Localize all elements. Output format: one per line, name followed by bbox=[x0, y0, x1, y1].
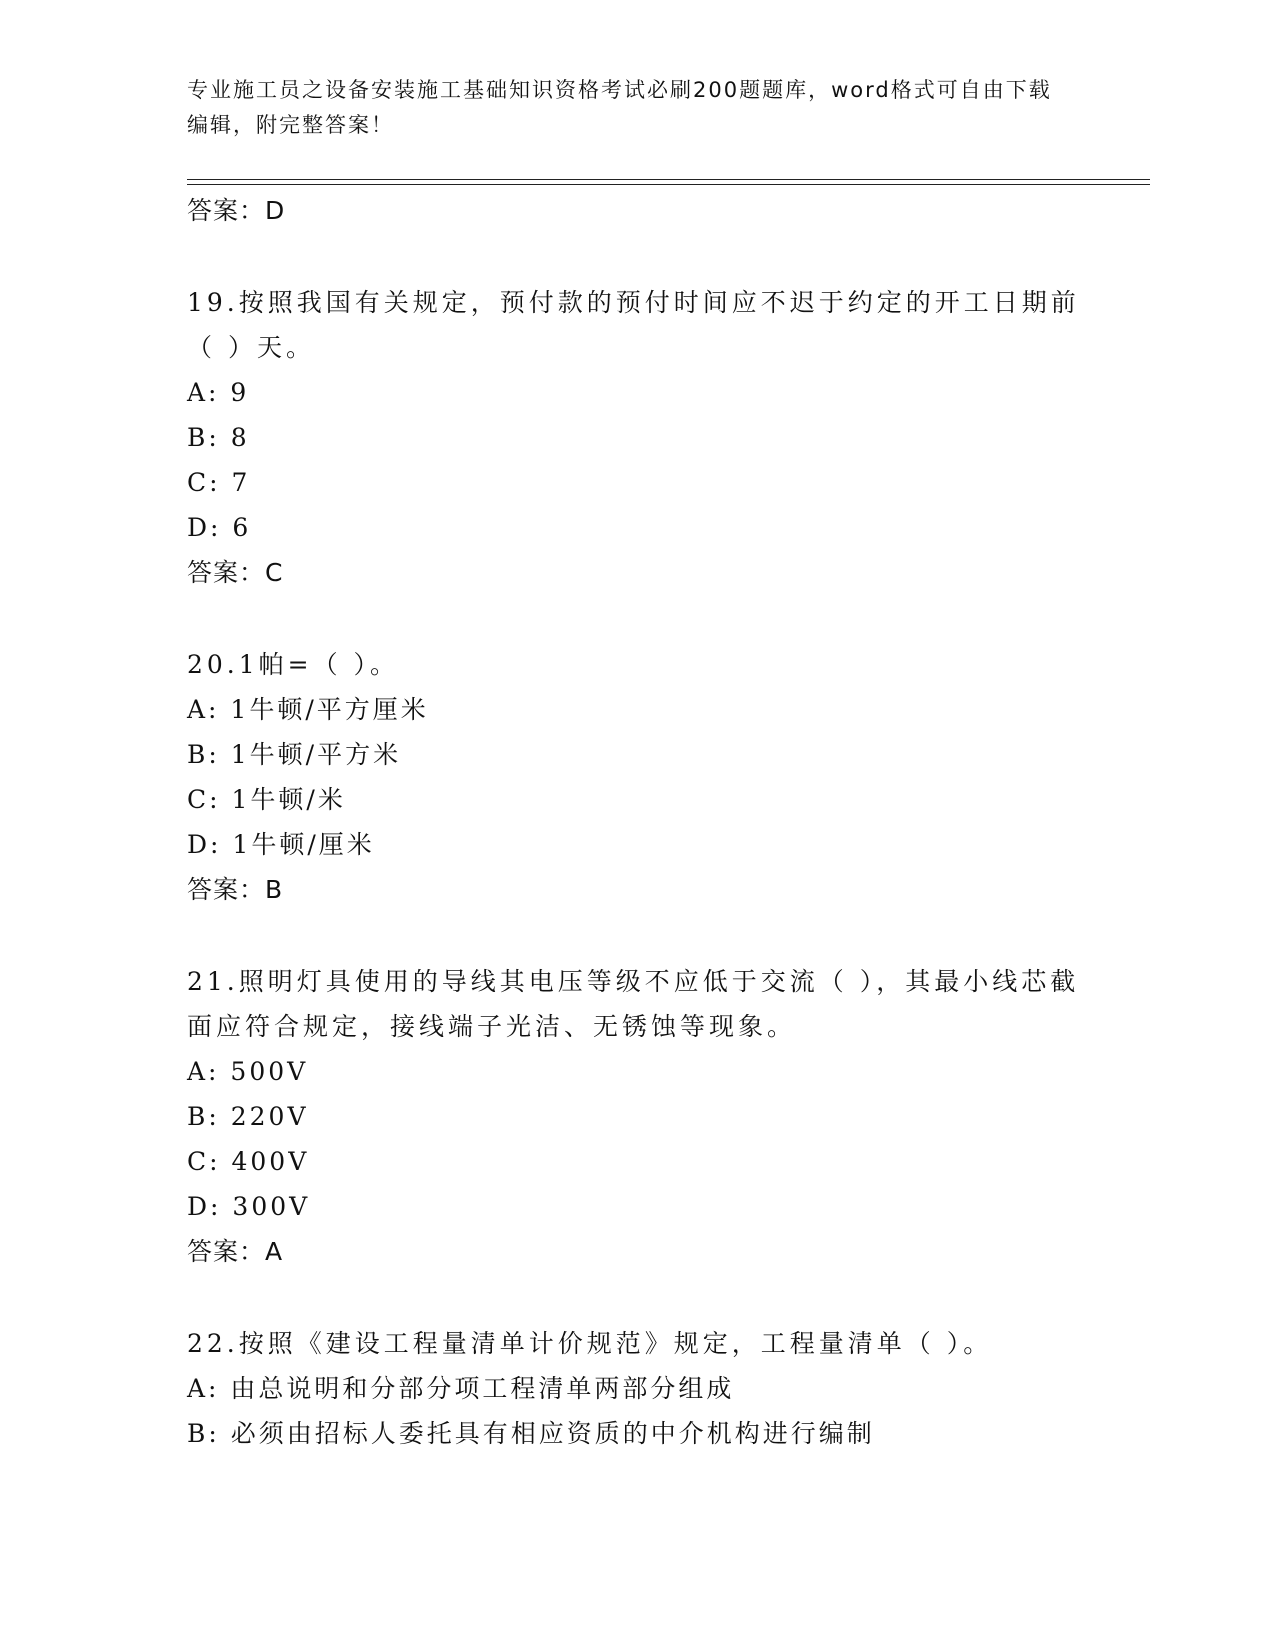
question-22 bbox=[187, 1321, 1087, 1456]
option-b: B: 8 bbox=[187, 423, 250, 452]
document-header: 专业施工员之设备安装施工基础知识资格考试必刷200题题库，word格式可自由下载编辑，附完整答案！ bbox=[187, 78, 1052, 137]
option-a: A: 9 bbox=[187, 378, 250, 407]
answer: 答案：A bbox=[187, 1237, 284, 1266]
question-stem: 21.照明灯具使用的导线其电压等级不应低于交流（ ），其最小线芯截面应符合规定，接线端子光洁、无锈蚀等现象。 bbox=[187, 967, 1080, 1041]
option-a: A: 500V bbox=[187, 1057, 309, 1086]
option-d: D: 1牛顿/厘米 bbox=[187, 830, 375, 859]
option-a: A: 由总说明和分部分项工程清单两部分组成 bbox=[187, 1374, 735, 1403]
option-b: B: 1牛顿/平方米 bbox=[187, 740, 402, 769]
option-d: D: 300V bbox=[187, 1192, 311, 1221]
question-stem: 22.按照《建设工程量清单计价规范》规定，工程量清单（ ）。 bbox=[187, 1329, 993, 1358]
question-list bbox=[187, 188, 1087, 1456]
previous-answer: 答案：D bbox=[187, 196, 286, 225]
option-c: C: 7 bbox=[187, 468, 251, 497]
question-20 bbox=[187, 642, 1087, 912]
option-b: B: 必须由招标人委托具有相应资质的中介机构进行编制 bbox=[187, 1419, 875, 1448]
option-b: B: 220V bbox=[187, 1102, 309, 1131]
option-d: D: 6 bbox=[187, 513, 252, 542]
header-divider-bottom bbox=[187, 184, 1150, 185]
option-c: C: 400V bbox=[187, 1147, 310, 1176]
question-stem: 20.1帕=（ ）。 bbox=[187, 650, 400, 679]
question-19 bbox=[187, 280, 1087, 595]
option-a: A: 1牛顿/平方厘米 bbox=[187, 695, 429, 724]
question-21 bbox=[187, 959, 1087, 1274]
header-divider-top bbox=[187, 179, 1150, 180]
answer: 答案：B bbox=[187, 875, 284, 904]
answer: 答案：C bbox=[187, 558, 284, 587]
question-stem: 19.按照我国有关规定，预付款的预付时间应不迟于约定的开工日期前（ ）天。 bbox=[187, 288, 1080, 362]
option-c: C: 1牛顿/米 bbox=[187, 785, 346, 814]
